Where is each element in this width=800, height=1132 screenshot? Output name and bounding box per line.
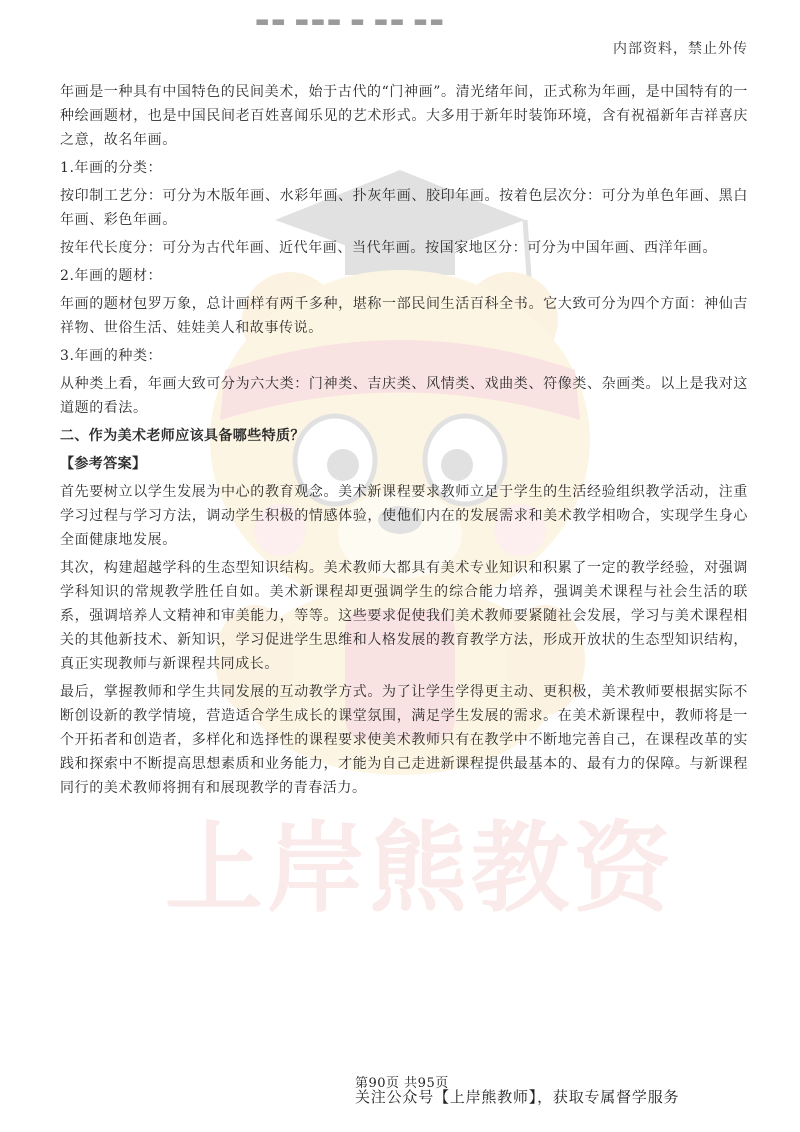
answer-paragraph-3: 最后，掌握教师和学生共同发展的互动教学方式。为了让学生学得更主动、更积极，美术教师要根据实际不断创设新的教学情境，营造适合学生成长的课堂氛围，满足学生发展的需求。在美术新课程中，教师将是一个开拓者和创造者，多样化和选择性的课程要求使美术教师只有在教学中不断地完善自己，在课程改革的实践和探索中不断提高思想素质和业务能力，才能为自己走进新课程提供最基本的、最有力的保障。与新课程同行的美术教师将拥有和展现教学的青春活力。 (60, 684, 748, 796)
classification-by-craft: 按印制工艺分：可分为木版年画、水彩年画、扑灰年画、胶印年画。按着色层次分：可分为单色年画、黑白年画、彩色年画。 (60, 188, 748, 228)
classification-title: 1.年画的分类： (60, 160, 163, 176)
types-body: 从种类上看，年画大致可分为六大类：门神类、吉庆类、风情类、戏曲类、符像类、杂画类。以上是我对这道题的看法。 (60, 376, 748, 416)
classification-by-era: 按年代长度分：可分为古代年画、近代年画、当代年画。按国家地区分：可分为中国年画、西洋年画。 (60, 240, 717, 256)
types-title: 3.年画的种类： (60, 348, 163, 364)
nianhua-intro-paragraph: 年画是一种具有中国特色的民间美术，始于古代的“门神画”。清光绪年间，正式称为年画，是中国特有的一种绘画题材，也是中国民间老百姓喜闻乐见的艺术形式。大多用于新年时装饰环境，含有祝福新年吉祥喜庆之意，故名年画。 (60, 84, 748, 148)
page-indicator: 第90页 共95页 (355, 1076, 449, 1091)
answer-paragraph-2: 其次，构建超越学科的生态型知识结构。美术教师大都具有美术专业知识和积累了一定的教学经验，对强调学科知识的常规教学胜任自如。美术新课程却更强调学生的综合能力培养，强调美术课程与社会生活的联系，强调培养人文精神和审美能力，等等。这些要求促使我们美术教师要紧随社会发展，学习与美术课程相关的其他新技术、新知识，学习促进学生思维和人格发展的教育教学方法，形成开放状的生态型知识结构，真正实现教师与新课程共同成长。 (60, 560, 748, 672)
answer-paragraph-1: 首先要树立以学生发展为中心的教育观念。美术新课程要求教师立足于学生的生活经验组织教学活动，注重学习过程与学习方法，调动学生积极的情感体验，使他们内在的发展需求和美术教学相吻合，实现学生身心全面健康地发展。 (60, 484, 748, 548)
themes-body: 年画的题材包罗万象，总计画样有两千多种，堪称一部民间生活百科全书。它大致可分为四个方面：神仙吉祥物、世俗生活、娃娃美人和故事传说。 (60, 296, 748, 336)
follow-account-note: 关注公众号【上岸熊教师】，获取专属督学服务 (355, 1088, 680, 1106)
question-heading: 二、作为美术老师应该具备哪些特质？ (60, 428, 305, 444)
answer-label: 【参考答案】 (60, 456, 147, 472)
brand-watermark-text: 上岸熊教资 (164, 812, 675, 926)
themes-title: 2.年画的题材： (60, 268, 163, 284)
document-body (60, 80, 748, 800)
confidential-note: 内部资料，禁止外传 (613, 41, 748, 57)
cropped-header-remnant: ▬▬ ▬▬▬ ▬ ▬▬ ▬▬ (255, 12, 446, 30)
